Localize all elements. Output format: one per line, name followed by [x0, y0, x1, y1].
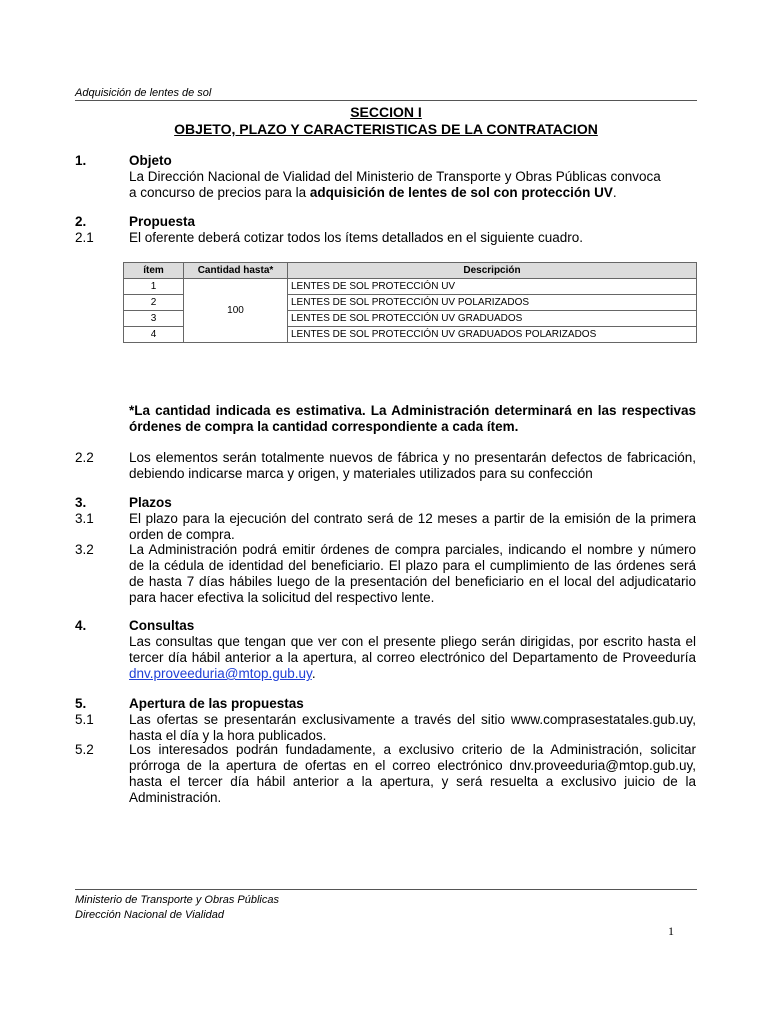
section-1-number: 1.: [75, 153, 87, 168]
header-item: ítem: [124, 263, 184, 279]
header-description: Descripción: [288, 263, 697, 279]
section-1-line-1: La Dirección Nacional de Vialidad del Ministerio de Transporte y Obras Públicas convoca: [129, 169, 661, 184]
table-header-row: [124, 263, 697, 279]
section-4-text: Las consultas que tengan que ver con el presente pliego serán dirigidas, por escrito hasta el tercer día hábil anterior a la apertura, al correo electrónico del Departamento de Proveeduría dnv.proveeduria@mtop.gub.uy.: [129, 634, 696, 681]
items-table: [123, 262, 697, 343]
section-4-number: 4.: [75, 618, 87, 633]
table-row: [124, 279, 697, 295]
running-header: Adquisición de lentes de sol: [75, 87, 212, 99]
clause-5-1-number: 5.1: [75, 712, 94, 727]
item-number: 3: [124, 311, 184, 327]
section-2-heading: Propuesta: [129, 214, 196, 229]
header-quantity: Cantidad hasta*: [184, 263, 288, 279]
clause-2-1-text: El oferente deberá cotizar todos los ítems detallados en el siguiente cuadro.: [129, 230, 584, 245]
section-1-paragraph: [129, 169, 696, 201]
section-title: SECCION I: [350, 104, 422, 120]
item-description: LENTES DE SOL PROTECCIÓN UV GRADUADOS: [288, 311, 697, 327]
quantity-cell: 100: [184, 279, 288, 343]
section-4-heading: Consultas: [129, 618, 195, 633]
purchase-subject: adquisición de lentes de sol con protección UV: [309, 185, 613, 200]
clause-2-1-number: 2.1: [75, 230, 94, 245]
clause-3-1-number: 3.1: [75, 511, 94, 526]
clause-5-1-text: Las ofertas se presentarán exclusivamente a través del sitio www.comprasestatales.gub.uy, hasta el día y la hora publicados.: [129, 712, 696, 743]
proveeduria-email-link[interactable]: dnv.proveeduria@mtop.gub.uy: [129, 666, 312, 681]
clause-3-2-number: 3.2: [75, 542, 94, 557]
section-3-number: 3.: [75, 495, 87, 510]
item-description: LENTES DE SOL PROTECCIÓN UV GRADUADOS POLARIZADOS: [288, 327, 697, 343]
footer-ministry: Ministerio de Transporte y Obras Públicas: [75, 894, 279, 906]
page-number: 1: [668, 924, 674, 938]
estimate-note: *La cantidad indicada es estimativa. La Administración determinará en las respectivas órdenes de compra la cantidad correspondiente a cada ítem.: [129, 403, 696, 434]
item-number: 1: [124, 279, 184, 295]
header-divider: [75, 100, 697, 101]
footer-direction: Dirección Nacional de Vialidad: [75, 909, 224, 921]
section-3-heading: Plazos: [129, 495, 172, 510]
section-2-number: 2.: [75, 214, 87, 229]
clause-2-2-text: Los elementos serán totalmente nuevos de fábrica y no presentarán defectos de fabricación, debiendo indicarse marca y origen, y materiales utilizados para su confección: [129, 450, 696, 481]
clause-5-2-text: Los interesados podrán fundadamente, a exclusivo criterio de la Administración, solicitar prórroga de la apertura de ofertas en el correo electrónico dnv.proveeduria@mtop.gub.uy, hasta el tercer día hábil anterior a la apertura, y será resuelta a exclusivo juicio de la Administración.: [129, 742, 696, 805]
section-5-heading: Apertura de las propuestas: [129, 696, 304, 711]
section-1-line-2: a concurso de precios para la adquisición de lentes de sol con protección UV.: [129, 185, 617, 200]
section-subtitle: OBJETO, PLAZO Y CARACTERISTICAS DE LA CONTRATACION: [174, 121, 598, 137]
section-1-heading: Objeto: [129, 153, 172, 168]
item-description: LENTES DE SOL PROTECCIÓN UV POLARIZADOS: [288, 295, 697, 311]
footer-divider: [75, 889, 697, 890]
clause-3-1-text: El plazo para la ejecución del contrato será de 12 meses a partir de la emisión de la primera orden de compra.: [129, 511, 696, 542]
section-5-number: 5.: [75, 696, 87, 711]
clause-5-2-number: 5.2: [75, 742, 94, 757]
item-number: 4: [124, 327, 184, 343]
clause-2-2-number: 2.2: [75, 450, 94, 465]
clause-3-2-text: La Administración podrá emitir órdenes de compra parciales, indicando el nombre y número de la cédula de identidad del beneficiario. El plazo para el cumplimiento de las órdenes será de hasta 7 días hábiles luego de la presentación del beneficiario en el local del adjudicatario para hacer efectiva la solicitud del respectivo lente.: [129, 542, 696, 605]
item-description: LENTES DE SOL PROTECCIÓN UV: [288, 279, 697, 295]
item-number: 2: [124, 295, 184, 311]
